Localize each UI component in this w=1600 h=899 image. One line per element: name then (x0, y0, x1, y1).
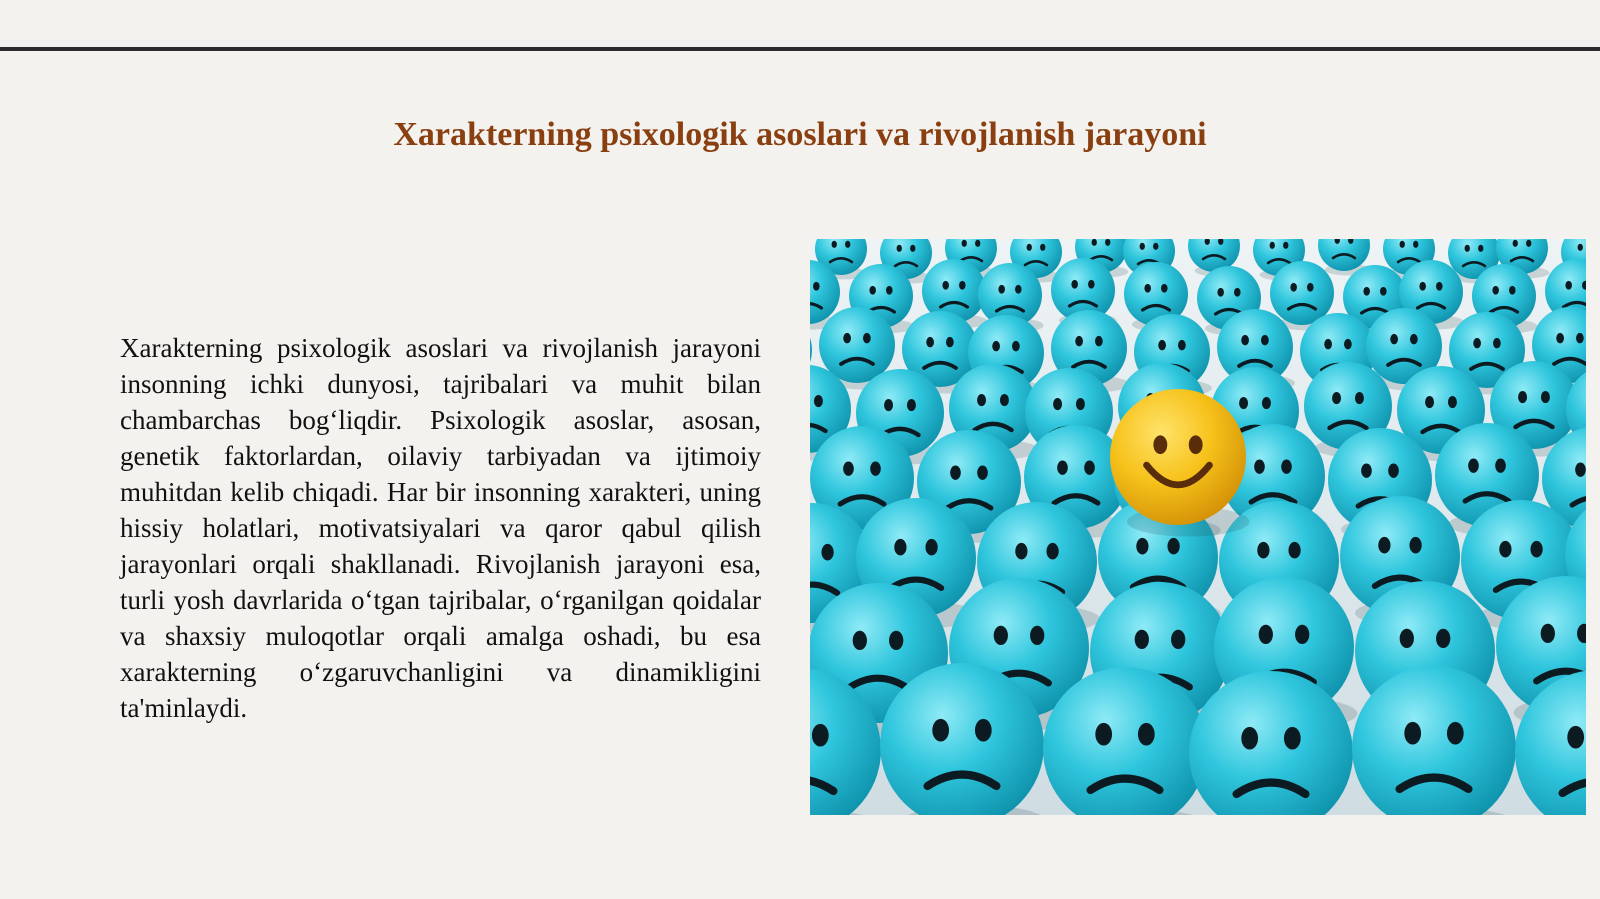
top-divider (0, 47, 1600, 51)
sad-faces-illustration (810, 239, 1586, 815)
slide-title: Xarakterning psixologik asoslari va rivojlanish jarayoni (393, 116, 1207, 153)
smiley-crowd-image (810, 239, 1586, 815)
slide-body-text: Xarakterning psixologik asoslari va rivojlanish jarayoni insonning ichki dunyosi, tajribalari va muhit bilan chambarchas bog‘liqdir. Psixologik asoslar, asosan, genetik faktorlardan, oilaviy tarbiyadan va ijtimoiy muhitdan kelib chiqadi. Har bir insonning xarakteri, uning hissiy holatlari, motivatsiyalari va qaror qabul qilish jarayonlari orqali shakllanadi. Rivojlanish jarayoni esa, turli yosh davrlarida o‘tgan tajribalar, o‘rganilgan qoidalar va shaxsiy muloqotlar orqali amalga oshadi, bu esa xarakterning o‘zgaruvchanligini va dinamikligini ta'minlaydi. (120, 333, 761, 723)
